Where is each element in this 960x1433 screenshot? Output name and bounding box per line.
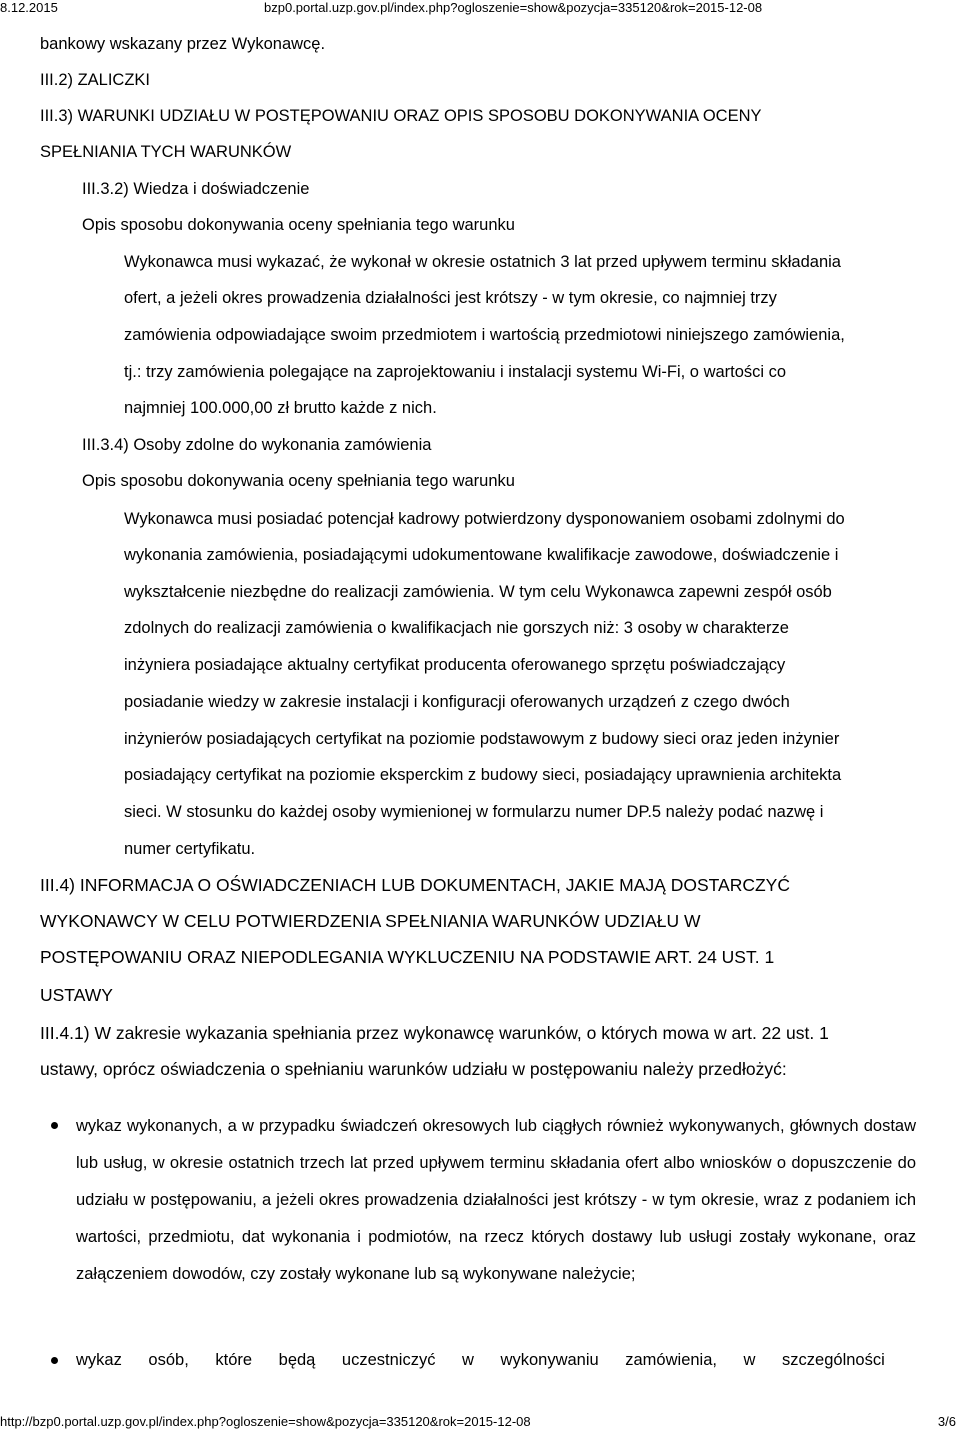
- heading-line: III.4) INFORMACJA O OŚWIADCZENIACH LUB DOKUMENTACH, JAKIE MAJĄ DOSTARCZYĆ: [40, 875, 790, 895]
- bullet-dot: [51, 1357, 58, 1364]
- paragraph-line: wykonania zamówienia, posiadającymi udokumentowane kwalifikacje zawodowe, doświadczenie i: [124, 546, 839, 564]
- paragraph-line: sieci. W stosunku do każdej osoby wymienionej w formularzu numer DP.5 należy podać nazwę i: [124, 803, 824, 821]
- text-line-bank: bankowy wskazany przez Wykonawcę.: [40, 35, 326, 53]
- subsection-osoby-title: III.3.4) Osoby zdolne do wykonania zamówienia: [82, 436, 432, 454]
- paragraph-line: najmniej 100.000,00 zł brutto każde z nich.: [124, 399, 437, 417]
- paragraph-line: Wykonawca musi wykazać, że wykonał w okresie ostatnich 3 lat przed upływem terminu składania: [124, 253, 841, 271]
- paragraph-line: inżyniera posiadające aktualny certyfikat producenta oferowanego sprzętu poświadczający: [124, 656, 786, 674]
- heading-line: III.4.1) W zakresie wykazania spełniania przez wykonawcę warunków, o których mowa w art. 22 ust. 1: [40, 1023, 829, 1043]
- list-item-text: wykaz osób, które będą uczestniczyć w wykonywaniu zamówienia, w szczególności: [76, 1351, 885, 1369]
- paragraph-line: tj.: trzy zamówienia polegające na zaprojektowaniu i instalacji systemu Wi-Fi, o wartości co: [124, 363, 787, 381]
- list-item: [76, 1350, 916, 1370]
- paragraph-line: Wykonawca musi posiadać potencjał kadrowy potwierdzony dysponowaniem osobami zdolnymi do: [124, 510, 845, 528]
- paragraph-line: numer certyfikatu.: [124, 840, 256, 858]
- heading-line: WYKONAWCY W CELU POTWIERDZENIA SPEŁNIANIA WARUNKÓW UDZIAŁU W: [40, 911, 701, 931]
- section-warunki-line-1: III.3) WARUNKI UDZIAŁU W POSTĘPOWANIU ORAZ OPIS SPOSOBU DOKONYWANIA OCENY: [40, 107, 762, 125]
- paragraph-line: ofert, a jeżeli okres prowadzenia działalności jest krótszy - w tym okresie, co najmniej trzy: [124, 289, 777, 307]
- subsection-wiedza-title: III.3.2) Wiedza i doświadczenie: [82, 180, 310, 198]
- list-item: wykaz wykonanych, a w przypadku świadczeń okresowych lub ciągłych również wykonywanych, głównych dostaw lub usług, w okresie ostatnich trzech lat przed upływem terminu składania ofert albo wniosków o dopuszczenie do udziału w postępowaniu, a jeżeli okres prowadzenia działalności jest krótszy - w tym okresie, wraz z podaniem ich wartości, przedmiotu, dat wykonania i podmiotów, na rzecz których dostawy lub usługi zostały wykonane, oraz załączeniem dowodów, czy zostały wykonane lub są wykonywane należycie;: [76, 1117, 916, 1283]
- opis-heading-2: Opis sposobu dokonywania oceny spełniania tego warunku: [82, 472, 515, 490]
- bullet-dot: [51, 1122, 58, 1129]
- paragraph-line: wykształcenie niezbędne do realizacji zamówienia. W tym celu Wykonawca zapewni zespół osób: [124, 583, 832, 601]
- paragraph-line: zamówienia odpowiadające swoim przedmiotem i wartością przedmiotowi niniejszego zamówienia,: [124, 326, 845, 344]
- heading-line: USTAWY: [40, 985, 113, 1005]
- section-warunki-line-2: SPEŁNIANIA TYCH WARUNKÓW: [40, 143, 292, 161]
- page-header-url: bzp0.portal.uzp.gov.pl/index.php?ogloszenie=show&pozycja=335120&rok=2015-12-08: [264, 0, 763, 15]
- section-zaliczki: III.2) ZALICZKI: [40, 71, 151, 89]
- heading-line: ustawy, oprócz oświadczenia o spełnianiu warunków udziału w postępowaniu należy przedłożyć:: [40, 1059, 787, 1079]
- opis-heading-1: Opis sposobu dokonywania oceny spełniania tego warunku: [82, 216, 515, 234]
- page-header-date: 8.12.2015: [0, 0, 58, 15]
- page-footer-url: http://bzp0.portal.uzp.gov.pl/index.php?ogloszenie=show&pozycja=335120&rok=2015-12-08: [0, 1414, 531, 1429]
- paragraph-line: posiadający certyfikat na poziomie eksperckim z budowy sieci, posiadający uprawnienia architekta: [124, 766, 842, 784]
- page-number: 3/6: [937, 1414, 956, 1429]
- heading-line: POSTĘPOWANIU ORAZ NIEPODLEGANIA WYKLUCZENIU NA PODSTAWIE ART. 24 UST. 1: [40, 947, 775, 967]
- paragraph-line: inżynierów posiadających certyfikat na poziomie podstawowym z budowy sieci oraz jeden inżynier: [124, 730, 840, 748]
- paragraph-line: zdolnych do realizacji zamówienia o kwalifikacjach nie gorszych niż: 3 osoby w charakterze: [124, 619, 789, 637]
- paragraph-line: posiadanie wiedzy w zakresie instalacji i konfiguracji oferowanych urządzeń z czego dwóch: [124, 693, 790, 711]
